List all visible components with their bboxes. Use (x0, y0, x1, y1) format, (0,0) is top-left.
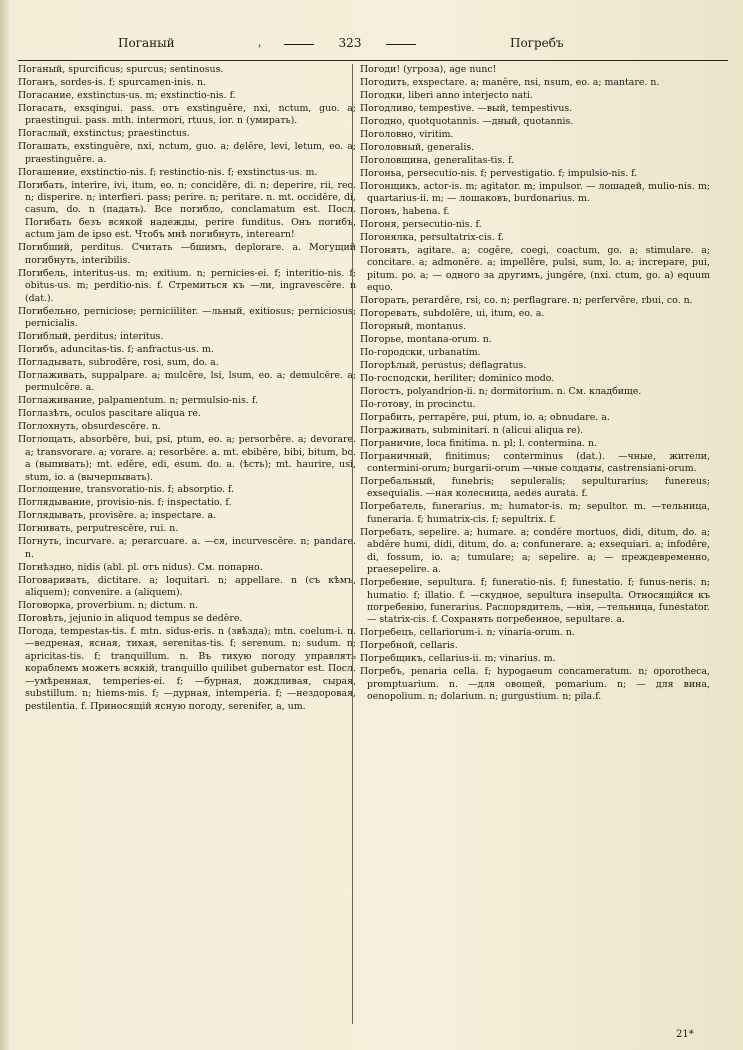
dictionary-entry: Поголовно, viritim. (360, 128, 454, 140)
header-left-catchword: Поганый (118, 36, 175, 50)
signature-mark: 21* (676, 1029, 694, 1040)
dictionary-entry: Поговорка, proverbium. n; dictum. n. (18, 600, 199, 612)
left-column (18, 64, 356, 714)
dictionary-entry: Поголовщина, generalitas-tis. f. (360, 154, 515, 166)
dictionary-entry: Погорье, montana-orum. n. (360, 334, 492, 346)
dictionary-entry: Погодно, quotquotannis. —дный, quotannis. (360, 115, 574, 127)
dictionary-entry: Погребщикъ, cellarius-ii. m; vinarius. m. (360, 653, 556, 665)
dictionary-entry: Погашение, exstinctio-nis. f; restinctio-nis. f; exstinctus-us. m. (18, 166, 318, 178)
dictionary-entry: Поглаживание, palpamentum. n; permulsio-nis. f. (18, 395, 259, 407)
dictionary-entry: Погребение, sepultura. f; funeratio-nis. f; funestatio. f; funus-neris. n; humatio. f; illatio. f. —скудное, sepultura insepulta. Относящійся къ погребенію, funerarius. Распорядитель, —нія, —тельница, funestator. — statrix-cis. f. Сохранять погребенное, sepultare. a. (360, 577, 710, 626)
dictionary-entry: Погашать, exstinguĕre, nxi, nctum, guo. a; delĕre, levi, letum, eo. a; praestinguĕre. a. (18, 141, 356, 165)
dictionary-entry: Погибель, interitus-us. m; exitium. n; pernicies-ei. f; interitio-nis. f; obitus-us. m; perditio-nis. f. Стремиться къ —ли, ingravescĕre. n (dat.). (18, 267, 356, 304)
dictionary-entry: Поглазѣть, oculos pascitare aliqua re. (18, 408, 201, 420)
dictionary-entry: Погребальный, funebris; sepuleralis; sepulturarius; funereus; exsequialis. —ная колесница, aedes aurata. f. (360, 476, 710, 500)
running-head (0, 36, 743, 56)
dictionary-entry: Погибъ, aduncitas-tis. f; anfractus-us. m. (18, 343, 214, 355)
dictionary-entry: Погоревать, subdolĕre, ui, itum, eo. a. (360, 308, 545, 320)
header-rule (18, 60, 728, 61)
dictionary-entry: Погонъ, habena. f. (360, 205, 450, 217)
dictionary-entry: Поговаривать, dictitare. a; loquitari. n; appellare. n (съ кѣмъ, aliquem); convenire. a (aliquem). (18, 574, 356, 599)
dictionary-entry: Пограбить, perrapĕre, pui, ptum, io. a; obnudare. a. (360, 411, 610, 423)
dictionary-entry: Погребатель, funerarius. m; humator-is. m; sepultor. m. —тельница, funeraria. f; humatrix-cis. f; sepultrix. f. (360, 501, 710, 525)
dictionary-entry: Погоньа, persecutio-nis. f; pervestigatio. f; impulsio-nis. f. (360, 167, 638, 179)
binding-shadow (0, 0, 9, 1050)
dictionary-entry: Поголовный, generalis. (360, 141, 475, 153)
dictionary-entry: Погодливо, tempestive. —вый, tempestivus. (360, 102, 573, 114)
dictionary-entry: Поглохнуть, obsurdescĕre. n. (18, 421, 161, 433)
dictionary-entry: Погодить, exspectare. a; manĕre, nsi, nsum, eo. a; mantare. n. (360, 76, 660, 88)
dictionary-entry: Поговѣть, jejunio in aliquod tempus se dedĕre. (18, 612, 243, 624)
dictionary-entry: Погоня, persecutio-nis. f. (360, 218, 482, 230)
dictionary-entry: Погорѣлый, perustus; deflagratus. (360, 359, 527, 371)
dictionary-entry: Погонять, agitare. a; cogĕre, coegi, coactum, go. a; stimulare. a; concitare. a; admonĕre. a; impellĕre, pulsi, sum, lo. a; increpare, pui, pitum. po. a; — одного за другимъ, jungĕre, (nxi. ctum, go. a) equum equo. (360, 244, 710, 294)
dictionary-entry: Погнѣздно, nidis (abl. pl. отъ nidus). См. попарно. (18, 561, 263, 573)
dictionary-entry: Пограживать, subminitari. n (alicui aliqua re). (360, 424, 584, 436)
dictionary-entry: Погаслый, exstinctus; praestinctus. (18, 128, 190, 140)
dictionary-entry: Погиблый, perditus; interitus. (18, 331, 164, 343)
dictionary-entry: По-городски, urbanatim. (360, 346, 481, 358)
dictionary-entry: Поганъ, sordes-is. f; spurcamen-inis. n. (18, 76, 206, 88)
dictionary-entry: Погодки, liberi anno interjecto nati. (360, 89, 533, 101)
dictionary-entry: Погладывать, subrodĕre, rosi, sum, do. a. (18, 356, 219, 368)
dictionary-entry: По-господски, heriliter; dominico modo. (360, 372, 555, 384)
page-number: 323 (290, 36, 410, 50)
dictionary-entry: Погибельно, perniciose; perniciiliter. —льный, exitiosus; perniciosus; pernicialis. (18, 305, 356, 330)
dictionary-entry: Погнуть, incurvare. a; perarcuare. a. —ся, incurvescĕre. n; pandare. n. (18, 536, 356, 560)
dictionary-entry: Пограничие, loca finitima. n. pl; l. conterminа. n. (360, 437, 598, 449)
dictionary-entry: Погонщикъ, actor-is. m; agitator. m; impulsor. — лошадей, mulio-nis. m; quartarius-ii. m; — лошаковъ, burdonarius. m. (360, 180, 710, 205)
dictionary-entry: Поглощать, absorbĕre, bui, psi, ptum, eo. a; persorbĕre. a; devorare. a; transvorare. a; vorare. a; resorbĕre. a. mt. ebibĕre, bibi, bitum, bo. a (выпивать); mt. edĕre, edi, esum. do. a. (ѣсть); mt. haurire, usi, stum, io. a (вычерпывать). (18, 434, 356, 483)
dictionary-entry: Погребать, sepelire. a; humare. a; condĕre mortuos, didi, ditum, do. a; abdĕre humi, didi, ditum, do. a; confunerare. a; exsequiari. a; infodĕre, di, fossum, io. a; tumulare; a; sepelire. a; — преждевременно, praesepelire. a. (360, 526, 710, 576)
dictionary-entry: Погребной, cellaris. (360, 640, 458, 652)
dictionary-entry: Погребецъ, cellariorum-i. n; vinaria-orum. n. (360, 627, 575, 639)
dictionary-entry: Погребъ, penaria cella. f; hypogaeum concameratum. n; oporotheca, promptuarium. n. —для овощей, pomarium. n; — для вина, oenopolium. n; dolarium. n; gurgustium. n; pila.f. (360, 666, 710, 703)
dictionary-entry: Пограничный, finitimus; conterminus (dat.). —чные, жители, contermini-orum; burgarii-orum —чные солдаты, castrensiani-orum. (360, 450, 710, 475)
dictionary-entry: Погонялка, persultatrix-cis. f. (360, 231, 504, 243)
dictionary-entry: Погоди! (угроза), age nunc! (360, 64, 497, 75)
dictionary-entry: Погибать, interire, ivi, itum, eo. n; concidĕre, di. n; deperire, rii, reo. n; disperire. n; interfieri. pass; perire. n; peritare. n. mt. occidĕre, di, casum, do. n (падать). Все погибло, conclamatum est. Посл. Погибать безъ всякой надежды, perire funditus. Онъ погибъ, actum jam de ipso est. Чтобъ мнѣ погибнуть, interearn! (18, 179, 356, 241)
dictionary-entry: По-готову, in procinctu. (360, 398, 476, 410)
header-right-catchword: Погребъ (510, 36, 564, 50)
dictionary-entry: Погорать, perardĕre, rsi, co. n; perflagrare. n; perfervĕre, rbui, co. n. (360, 295, 693, 307)
dictionary-entry: Поглядывание, provisio-nis. f; inspectatio. f. (18, 497, 232, 509)
dictionary-entry: Погасать, exsqingui. pass. отъ exstinguĕre, nxi, nctum, guo. a; praestingui. pass. mth. intermori, rtuus, ior. n (умирать). (18, 102, 356, 127)
dictionary-entry: Поглаживать, suppalpare. a; mulcĕre, lsi, lsum, eo. a; demulcĕre. a; permulcĕre. a. (18, 369, 356, 394)
dictionary-entry: Погнивать, perputrescĕre, rui. n. (18, 523, 179, 535)
column-divider (352, 64, 353, 1024)
dictionary-entry: Поганый, spurcificus; spurcus; sentinosus. (18, 64, 224, 75)
dictionary-entry: Поглядывать, provisĕre. a; inspectare. a. (18, 510, 217, 522)
dictionary-entry: Погорный, montanus. (360, 321, 467, 333)
right-column (360, 64, 710, 704)
dictionary-entry: Погибший, perditus. Считать —бшимъ, deplorare. a. Могущий погибнуть, interibilis. (18, 242, 356, 266)
header-mark: , (258, 36, 262, 49)
dictionary-entry: Погода, tempestas-tis. f. mtn. sidus-eris. n (звѣзда); mtn. coelum-i. n. —ведреная, ясная, тихая, serenitas-tis. f; serenum. n; sudum. n; apricitas-tis. f; tranquillum. n. Въ тихую погоду управлять кораблемъ можетъ всякій, tranquillo quilibet gubernator est. Посл. —умѣренная, temperies-ei. f; —бурная, дождливая, сырая, substillum. n; hiems-mis. f; —дурная, intemperia. f; —нездоровая, pestilentia. f. Приносящій ясную погоду, serenifer, a, um. (18, 625, 356, 712)
dictionary-entry: Погасание, exstinctus-us. m; exstinctio-nis. f. (18, 89, 236, 101)
dictionary-entry: Погостъ, polyandrion-ii. n; dormitorium. n. См. кладбище. (360, 385, 642, 397)
dictionary-entry: Поглощение, transvoratio-nis. f; absorptio. f. (18, 484, 235, 496)
